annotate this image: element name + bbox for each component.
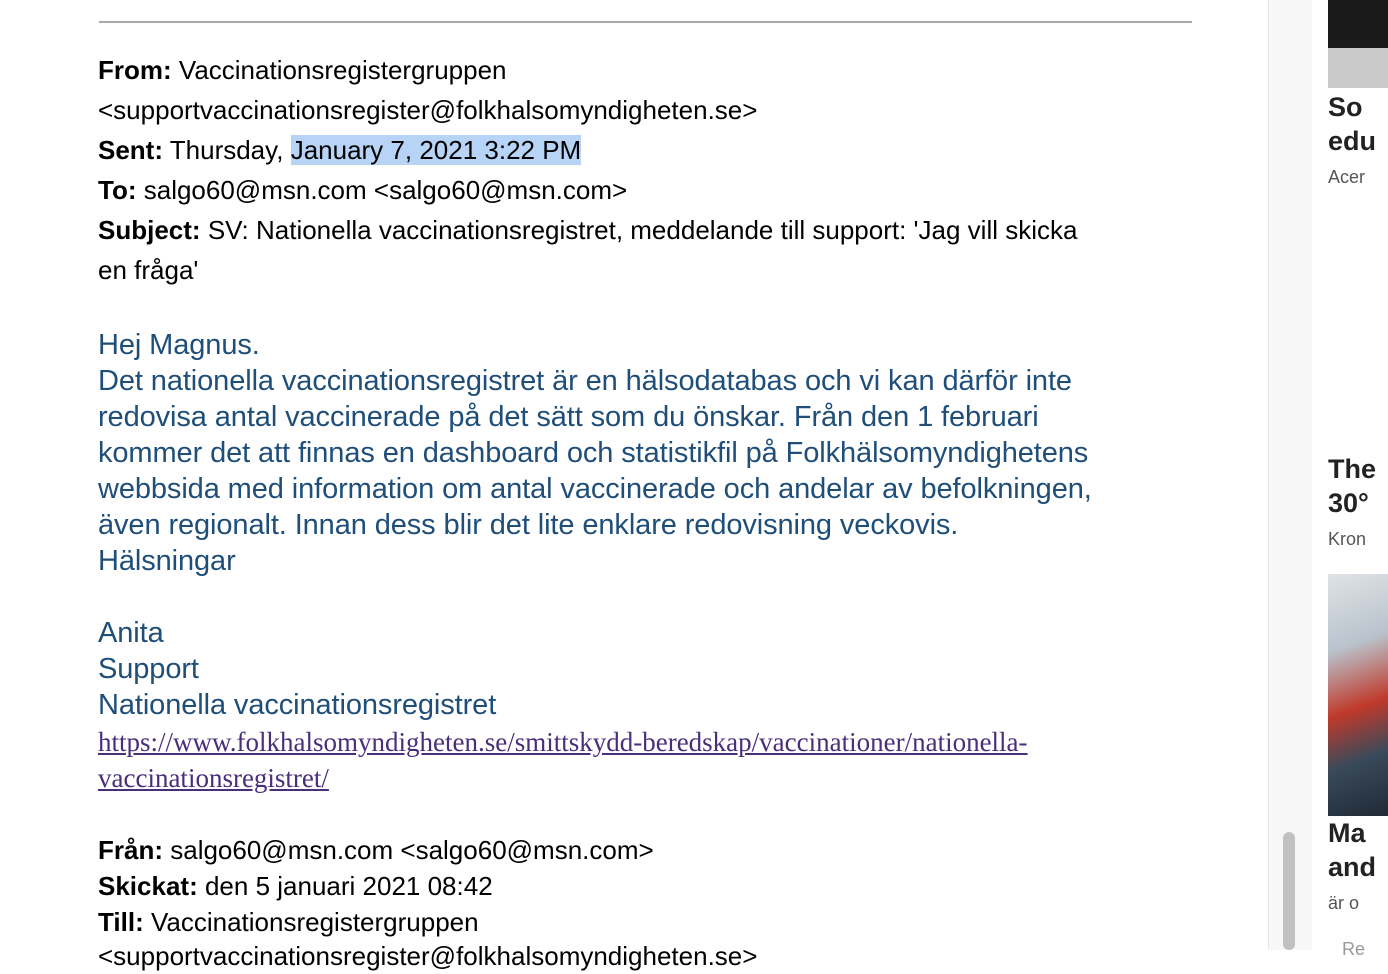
fwd-from-label: Från: — [98, 835, 163, 865]
fwd-sent-label: Skickat: — [98, 871, 198, 901]
fwd-sent-value: den 5 januari 2021 08:42 — [204, 871, 493, 901]
sent-day: Thursday, — [169, 135, 284, 165]
news-title-1b[interactable]: edu — [1328, 126, 1377, 156]
fwd-to-value[interactable]: Vaccinationsregistergruppen — [150, 907, 479, 937]
news-title-1a[interactable]: So — [1328, 92, 1363, 122]
body-line: även regionalt. Innan dess blir det lite enklare redovisning veckovis. — [98, 509, 959, 541]
news-sidebar — [1312, 0, 1377, 959]
news-photo-thumbnail[interactable] — [1328, 574, 1388, 816]
news-source-1: Acer — [1328, 167, 1366, 187]
fwd-from-line — [98, 832, 654, 868]
to-line — [98, 170, 627, 210]
from-line — [98, 50, 507, 90]
news-title-2a[interactable]: The — [1328, 454, 1377, 484]
body-line: redovisa antal vaccinerade på det sätt som du önskar. Från den 1 februari — [98, 401, 1039, 433]
scrollbar-track[interactable] — [1268, 0, 1313, 950]
from-address[interactable]: <supportvaccinationsregister@folkhalsomyndigheten.se> — [98, 95, 758, 125]
closing: Hälsningar — [98, 545, 236, 577]
fwd-sent-line — [98, 868, 493, 904]
signature-role: Support — [98, 653, 199, 685]
fwd-to-label: Till: — [98, 907, 144, 937]
news-title-3a[interactable]: Ma — [1328, 818, 1366, 848]
sent-date-selected[interactable]: January 7, 2021 3:22 PM — [290, 135, 582, 165]
fwd-from-value[interactable]: salgo60@msn.com <salgo60@msn.com> — [170, 835, 654, 865]
from-label: From: — [98, 55, 172, 85]
subject-label: Subject: — [98, 215, 201, 245]
news-source-3: är o — [1328, 893, 1360, 913]
fwd-to-address-partial: <supportvaccinationsregister@folkhalsomyndigheten.se> — [98, 941, 758, 971]
sent-label: Sent: — [98, 135, 163, 165]
news-thumbnail-dark[interactable] — [1328, 0, 1388, 48]
news-title-2b[interactable]: 30° — [1328, 488, 1369, 518]
blank-line — [98, 579, 1218, 615]
body-line: webbsida med information om antal vaccinerade och andelar av befolkningen, — [98, 473, 1092, 505]
body-line: Det nationella vaccinationsregistret är en hälsodatabas och vi kan därför inte — [98, 365, 1072, 397]
to-label: To: — [98, 175, 137, 205]
registry-link-line1[interactable]: https://www.folkhalsomyndigheten.se/smittskydd-beredskap/vaccinationer/nationella- — [98, 727, 1028, 757]
body-line: kommer det att finnas en dashboard och statistikfil på Folkhälsomyndighetens — [98, 437, 1089, 469]
signature-name: Anita — [98, 617, 164, 649]
news-thumbnail-grey — [1328, 48, 1388, 88]
greeting: Hej Magnus. — [98, 329, 260, 361]
sent-line — [98, 130, 581, 170]
subject-continuation: en fråga' — [98, 255, 199, 285]
header-divider — [99, 21, 1192, 23]
news-title-3b[interactable]: and — [1328, 852, 1377, 882]
subject-value: SV: Nationella vaccinationsregistret, meddelande till support: 'Jag vill skicka — [207, 215, 1078, 245]
registry-link-line2[interactable]: vaccinationsregistret/ — [98, 763, 329, 793]
registry-link[interactable] — [98, 724, 1028, 796]
news-source-2: Kron — [1328, 529, 1367, 549]
from-value[interactable]: Vaccinationsregistergruppen — [178, 55, 507, 85]
fwd-to-line — [98, 904, 479, 940]
scrollbar-thumb[interactable] — [1283, 832, 1295, 950]
to-value[interactable]: salgo60@msn.com <salgo60@msn.com> — [143, 175, 628, 205]
subject-line — [98, 210, 1077, 250]
message-body — [98, 327, 1218, 723]
signature-org: Nationella vaccinationsregistret — [98, 689, 497, 721]
news-next-partial: Re — [1342, 939, 1366, 959]
